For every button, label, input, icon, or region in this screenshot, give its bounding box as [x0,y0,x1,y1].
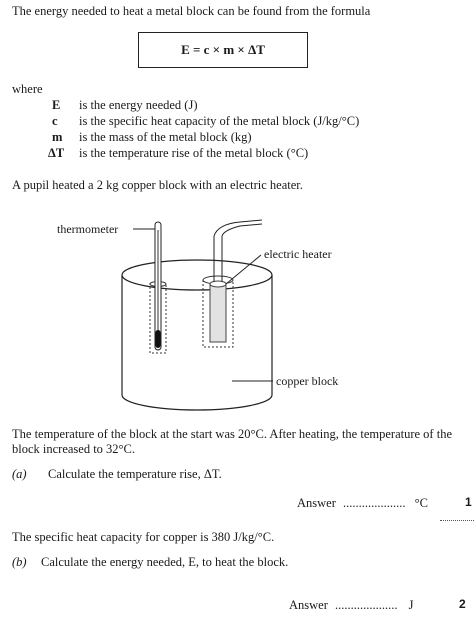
part-b-label: (b) [12,555,27,569]
thermometer-shape [155,222,161,350]
part-a-question: Calculate the temperature rise, ΔT. [48,467,222,481]
answer-b-label: Answer [289,598,328,612]
apparatus-diagram [0,200,474,420]
definition-text: is the mass of the metal block (kg) [79,130,252,144]
answer-a-unit: °C [414,496,428,510]
definition-symbol: c [52,114,58,128]
temperatures-text: The temperature of the block at the start was 20°C. After heating, the temperature of the block increased to 32°C. [12,427,452,456]
answer-b-dots[interactable]: .................... [335,598,398,612]
definition-text: is the specific heat capacity of the metal block (J/kg/°C) [79,114,360,128]
answer-a-line[interactable] [297,496,428,511]
label-thermometer: thermometer [57,222,119,236]
definition-symbol: E [52,98,61,112]
label-copper-block: copper block [276,374,339,388]
answer-a-dots[interactable]: .................... [343,496,406,510]
marks-b: 2 [459,597,466,611]
part-b-question: Calculate the energy needed, E, to heat the block. [41,555,289,569]
definition-text: is the energy needed (J) [79,98,198,112]
marks-a: 1 [465,495,472,509]
label-electric-heater: electric heater [264,247,332,261]
answer-b-unit: J [408,598,414,612]
definition-symbol: m [52,130,63,144]
intro-text: The energy needed to heat a metal block can be found from the formula [12,4,371,18]
definition-text: is the temperature rise of the metal block (°C) [79,146,309,160]
definition-symbol: ΔT [48,146,65,160]
shc-text: The specific heat capacity for copper is 380 J/kg/°C. [12,530,275,544]
copper-block-shape [122,260,272,410]
answer-a-label: Answer [297,496,336,510]
answer-b-line[interactable] [289,598,414,613]
formula: E = c × m × ΔT [181,42,265,57]
where-label: where [12,82,43,96]
margin-divider [440,520,474,521]
scenario-text: A pupil heated a 2 kg copper block with an electric heater. [12,178,303,192]
formula-box [138,32,308,68]
part-a-label: (a) [12,467,27,481]
